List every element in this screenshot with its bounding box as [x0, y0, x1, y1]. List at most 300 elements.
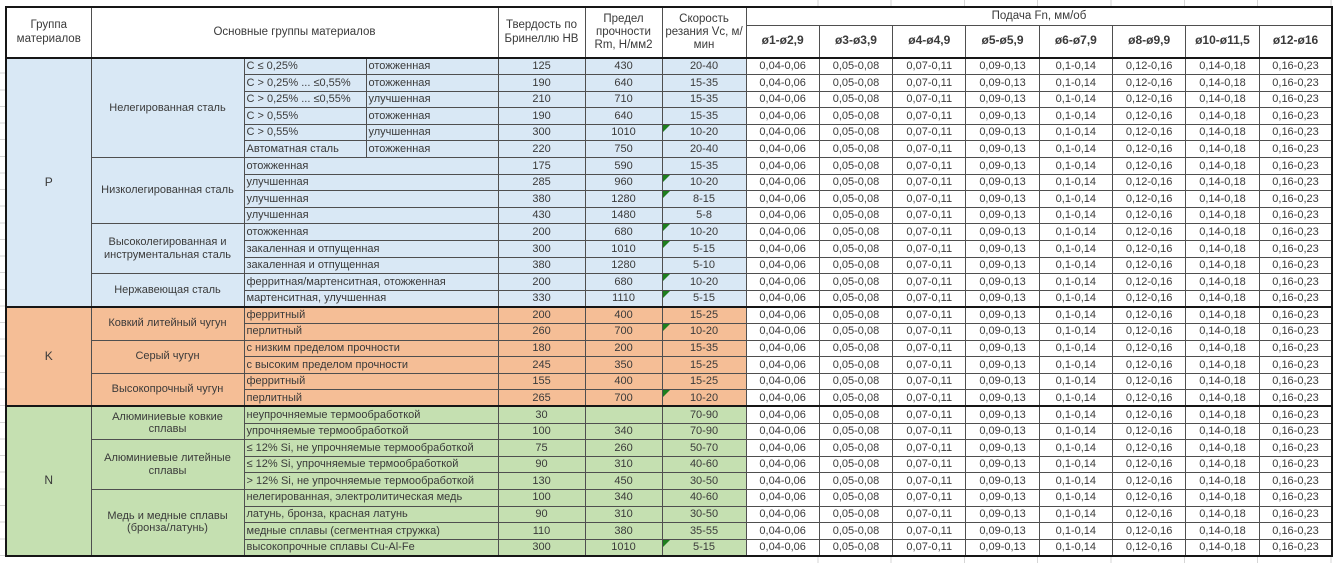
cell-hardness-hb[interactable]: 260	[498, 324, 585, 341]
header-feed-diameter[interactable]: ø3-ø3,9	[819, 25, 892, 58]
cell-hardness-hb[interactable]: 200	[498, 274, 585, 291]
cell-feed-value[interactable]: 0,07-0,11	[893, 506, 966, 523]
cell-material-description[interactable]: перлитный	[244, 324, 498, 341]
cell-feed-value[interactable]: 0,14-0,18	[1186, 390, 1259, 407]
cell-hardness-hb[interactable]: 380	[498, 257, 585, 274]
cell-feed-value[interactable]: 0,12-0,16	[1113, 456, 1186, 473]
cell-feed-value[interactable]: 0,16-0,23	[1259, 324, 1332, 341]
cell-feed-value[interactable]: 0,07-0,11	[893, 158, 966, 175]
cell-heat-state[interactable]: отожженная	[366, 141, 498, 158]
cell-feed-value[interactable]: 0,04-0,06	[746, 108, 819, 125]
cell-feed-value[interactable]: 0,07-0,11	[893, 357, 966, 374]
cell-feed-value[interactable]: 0,04-0,06	[746, 141, 819, 158]
cell-feed-value[interactable]: 0,04-0,06	[746, 539, 819, 556]
cell-feed-value[interactable]: 0,05-0,08	[819, 191, 892, 208]
cell-feed-value[interactable]: 0,1-0,14	[1039, 373, 1112, 390]
cell-feed-value[interactable]: 0,16-0,23	[1259, 191, 1332, 208]
cell-feed-value[interactable]: 0,12-0,16	[1113, 506, 1186, 523]
cell-cutting-speed-vc[interactable]: 30-50	[662, 506, 746, 523]
cell-feed-value[interactable]: 0,14-0,18	[1186, 91, 1259, 108]
cell-cutting-speed-vc[interactable]: 40-60	[662, 456, 746, 473]
cell-feed-value[interactable]: 0,05-0,08	[819, 174, 892, 191]
cell-feed-value[interactable]: 0,14-0,18	[1186, 274, 1259, 291]
cell-feed-value[interactable]: 0,04-0,06	[746, 274, 819, 291]
header-feed-diameter[interactable]: ø12-ø16	[1259, 25, 1332, 58]
cell-feed-value[interactable]: 0,04-0,06	[746, 307, 819, 324]
cell-subgroup-name[interactable]: Серый чугун	[91, 340, 244, 373]
cell-strength-rm[interactable]	[585, 406, 662, 423]
cell-feed-value[interactable]: 0,12-0,16	[1113, 108, 1186, 125]
cell-feed-value[interactable]: 0,04-0,06	[746, 506, 819, 523]
cell-feed-value[interactable]: 0,04-0,06	[746, 124, 819, 141]
cell-strength-rm[interactable]: 750	[585, 141, 662, 158]
cell-feed-value[interactable]: 0,12-0,16	[1113, 373, 1186, 390]
cell-strength-rm[interactable]: 590	[585, 158, 662, 175]
cell-material-description[interactable]: перлитный	[244, 390, 498, 407]
cell-feed-value[interactable]: 0,07-0,11	[893, 91, 966, 108]
cell-material-description[interactable]: ≤ 12% Si, упрочняемые термообработкой	[244, 456, 498, 473]
cell-subgroup-name[interactable]: Высокопрочный чугун	[91, 373, 244, 406]
cell-feed-value[interactable]: 0,16-0,23	[1259, 523, 1332, 540]
cell-hardness-hb[interactable]: 300	[498, 124, 585, 141]
cell-feed-value[interactable]: 0,09-0,13	[966, 207, 1039, 224]
cell-cutting-speed-vc[interactable]: 10-20	[662, 124, 746, 141]
cell-hardness-hb[interactable]: 220	[498, 141, 585, 158]
cell-feed-value[interactable]: 0,12-0,16	[1113, 324, 1186, 341]
cell-feed-value[interactable]: 0,07-0,11	[893, 108, 966, 125]
cell-cutting-speed-vc[interactable]: 8-15	[662, 191, 746, 208]
cell-feed-value[interactable]: 0,16-0,23	[1259, 241, 1332, 258]
cell-feed-value[interactable]: 0,14-0,18	[1186, 473, 1259, 490]
cell-feed-value[interactable]: 0,1-0,14	[1039, 406, 1112, 423]
cell-feed-value[interactable]: 0,14-0,18	[1186, 357, 1259, 374]
cell-cutting-speed-vc[interactable]: 20-40	[662, 58, 746, 75]
cell-material-description[interactable]: ферритный	[244, 373, 498, 390]
cell-subgroup-name[interactable]: Высоколегированная и инструментальная сталь	[91, 224, 244, 274]
cell-feed-value[interactable]: 0,07-0,11	[893, 224, 966, 241]
cell-hardness-hb[interactable]: 90	[498, 456, 585, 473]
cell-feed-value[interactable]: 0,07-0,11	[893, 241, 966, 258]
cell-feed-value[interactable]: 0,09-0,13	[966, 257, 1039, 274]
cell-feed-value[interactable]: 0,09-0,13	[966, 141, 1039, 158]
cell-feed-value[interactable]: 0,04-0,06	[746, 523, 819, 540]
cell-cutting-speed-vc[interactable]: 15-35	[662, 108, 746, 125]
cell-feed-value[interactable]: 0,05-0,08	[819, 108, 892, 125]
cell-group-code[interactable]: K	[6, 307, 91, 407]
cell-feed-value[interactable]: 0,09-0,13	[966, 324, 1039, 341]
cell-material-description[interactable]: отожженная	[244, 224, 498, 241]
cell-feed-value[interactable]: 0,09-0,13	[966, 456, 1039, 473]
cell-feed-value[interactable]: 0,09-0,13	[966, 473, 1039, 490]
cell-cutting-speed-vc[interactable]: 15-25	[662, 357, 746, 374]
cell-subgroup-name[interactable]: Алюминиевые ковкие сплавы	[91, 406, 244, 439]
cell-hardness-hb[interactable]: 210	[498, 91, 585, 108]
cell-hardness-hb[interactable]: 90	[498, 506, 585, 523]
cell-feed-value[interactable]: 0,14-0,18	[1186, 241, 1259, 258]
cell-feed-value[interactable]: 0,14-0,18	[1186, 224, 1259, 241]
cell-feed-value[interactable]: 0,05-0,08	[819, 324, 892, 341]
cell-feed-value[interactable]: 0,07-0,11	[893, 290, 966, 307]
cell-hardness-hb[interactable]: 125	[498, 58, 585, 75]
cell-feed-value[interactable]: 0,09-0,13	[966, 489, 1039, 506]
cell-hardness-hb[interactable]: 245	[498, 357, 585, 374]
cell-composition[interactable]: C > 0,55%	[244, 108, 366, 125]
cell-heat-state[interactable]: отожженная	[366, 58, 498, 75]
cell-feed-value[interactable]: 0,1-0,14	[1039, 75, 1112, 92]
cell-feed-value[interactable]: 0,12-0,16	[1113, 423, 1186, 440]
cell-hardness-hb[interactable]: 265	[498, 390, 585, 407]
cell-feed-value[interactable]: 0,04-0,06	[746, 290, 819, 307]
cell-feed-value[interactable]: 0,05-0,08	[819, 274, 892, 291]
cell-feed-value[interactable]: 0,16-0,23	[1259, 75, 1332, 92]
cell-hardness-hb[interactable]: 200	[498, 307, 585, 324]
header-main-groups[interactable]: Основные группы материалов	[91, 7, 498, 58]
header-hardness-hb[interactable]: Твердость по Бринеллю HB	[498, 7, 585, 58]
cell-material-description[interactable]: улучшенная	[244, 191, 498, 208]
cell-feed-value[interactable]: 0,09-0,13	[966, 124, 1039, 141]
cell-feed-value[interactable]: 0,05-0,08	[819, 340, 892, 357]
cell-feed-value[interactable]: 0,05-0,08	[819, 91, 892, 108]
cell-feed-value[interactable]: 0,16-0,23	[1259, 440, 1332, 457]
cell-feed-value[interactable]: 0,09-0,13	[966, 191, 1039, 208]
cell-strength-rm[interactable]: 310	[585, 506, 662, 523]
cell-feed-value[interactable]: 0,05-0,08	[819, 75, 892, 92]
cell-strength-rm[interactable]: 200	[585, 340, 662, 357]
cell-hardness-hb[interactable]: 380	[498, 191, 585, 208]
cell-feed-value[interactable]: 0,16-0,23	[1259, 158, 1332, 175]
cell-feed-value[interactable]: 0,05-0,08	[819, 290, 892, 307]
cell-hardness-hb[interactable]: 285	[498, 174, 585, 191]
cell-composition[interactable]: C > 0,25% ... ≤0,55%	[244, 91, 366, 108]
cell-feed-value[interactable]: 0,1-0,14	[1039, 124, 1112, 141]
cell-composition[interactable]: C > 0,25% ... ≤0,55%	[244, 75, 366, 92]
cell-feed-value[interactable]: 0,14-0,18	[1186, 290, 1259, 307]
cell-feed-value[interactable]: 0,14-0,18	[1186, 191, 1259, 208]
cell-hardness-hb[interactable]: 100	[498, 489, 585, 506]
cell-feed-value[interactable]: 0,04-0,06	[746, 58, 819, 75]
cell-feed-value[interactable]: 0,14-0,18	[1186, 207, 1259, 224]
cell-strength-rm[interactable]: 450	[585, 473, 662, 490]
cell-strength-rm[interactable]: 400	[585, 373, 662, 390]
cell-heat-state[interactable]: отожженная	[366, 75, 498, 92]
cell-feed-value[interactable]: 0,14-0,18	[1186, 108, 1259, 125]
cell-feed-value[interactable]: 0,1-0,14	[1039, 241, 1112, 258]
cell-strength-rm[interactable]: 1010	[585, 539, 662, 556]
cell-feed-value[interactable]: 0,07-0,11	[893, 58, 966, 75]
cell-hardness-hb[interactable]: 155	[498, 373, 585, 390]
cell-feed-value[interactable]: 0,14-0,18	[1186, 440, 1259, 457]
cell-feed-value[interactable]: 0,05-0,08	[819, 158, 892, 175]
cell-strength-rm[interactable]: 400	[585, 307, 662, 324]
cell-material-description[interactable]: ферритная/мартенситная, отожженная	[244, 274, 498, 291]
cell-feed-value[interactable]: 0,04-0,06	[746, 456, 819, 473]
cell-material-description[interactable]: с высоким пределом прочности	[244, 357, 498, 374]
cell-feed-value[interactable]: 0,05-0,08	[819, 58, 892, 75]
cell-feed-value[interactable]: 0,14-0,18	[1186, 257, 1259, 274]
cell-feed-value[interactable]: 0,16-0,23	[1259, 174, 1332, 191]
cell-feed-value[interactable]: 0,09-0,13	[966, 58, 1039, 75]
cell-feed-value[interactable]: 0,09-0,13	[966, 440, 1039, 457]
cell-strength-rm[interactable]: 1010	[585, 241, 662, 258]
cell-feed-value[interactable]: 0,14-0,18	[1186, 489, 1259, 506]
cell-feed-value[interactable]: 0,07-0,11	[893, 274, 966, 291]
cell-cutting-speed-vc[interactable]: 10-20	[662, 174, 746, 191]
cell-feed-value[interactable]: 0,07-0,11	[893, 324, 966, 341]
cell-feed-value[interactable]: 0,05-0,08	[819, 257, 892, 274]
cell-feed-value[interactable]: 0,09-0,13	[966, 307, 1039, 324]
cell-strength-rm[interactable]: 430	[585, 58, 662, 75]
cell-feed-value[interactable]: 0,1-0,14	[1039, 539, 1112, 556]
cell-cutting-speed-vc[interactable]: 10-20	[662, 324, 746, 341]
cell-feed-value[interactable]: 0,04-0,06	[746, 373, 819, 390]
cell-hardness-hb[interactable]: 130	[498, 473, 585, 490]
cell-feed-value[interactable]: 0,12-0,16	[1113, 523, 1186, 540]
cell-cutting-speed-vc[interactable]: 70-90	[662, 423, 746, 440]
cell-feed-value[interactable]: 0,12-0,16	[1113, 307, 1186, 324]
cell-feed-value[interactable]: 0,05-0,08	[819, 124, 892, 141]
cell-strength-rm[interactable]: 680	[585, 224, 662, 241]
cell-feed-value[interactable]: 0,1-0,14	[1039, 324, 1112, 341]
cell-subgroup-name[interactable]: Нержавеющая сталь	[91, 274, 244, 307]
cell-heat-state[interactable]: отожженная	[366, 108, 498, 125]
cell-feed-value[interactable]: 0,07-0,11	[893, 523, 966, 540]
cell-feed-value[interactable]: 0,04-0,06	[746, 75, 819, 92]
cell-feed-value[interactable]: 0,12-0,16	[1113, 290, 1186, 307]
cell-feed-value[interactable]: 0,1-0,14	[1039, 357, 1112, 374]
header-cutting-speed-vc[interactable]: Скорость резания Vc, м/мин	[662, 7, 746, 58]
cell-material-description[interactable]: улучшенная	[244, 174, 498, 191]
cell-feed-value[interactable]: 0,09-0,13	[966, 423, 1039, 440]
cell-material-description[interactable]: > 12% Si, не упрочняемые термообработкой	[244, 473, 498, 490]
cell-material-description[interactable]: упрочняемые термообработкой	[244, 423, 498, 440]
cell-feed-value[interactable]: 0,16-0,23	[1259, 357, 1332, 374]
cell-material-description[interactable]: отожженная	[244, 158, 498, 175]
cell-feed-value[interactable]: 0,16-0,23	[1259, 290, 1332, 307]
cell-feed-value[interactable]: 0,16-0,23	[1259, 473, 1332, 490]
cell-feed-value[interactable]: 0,12-0,16	[1113, 406, 1186, 423]
header-feed-diameter[interactable]: ø1-ø2,9	[746, 25, 819, 58]
cell-cutting-speed-vc[interactable]: 15-25	[662, 307, 746, 324]
cell-feed-value[interactable]: 0,07-0,11	[893, 440, 966, 457]
cell-feed-value[interactable]: 0,04-0,06	[746, 390, 819, 407]
cell-hardness-hb[interactable]: 180	[498, 340, 585, 357]
cell-feed-value[interactable]: 0,1-0,14	[1039, 141, 1112, 158]
cell-cutting-speed-vc[interactable]: 5-8	[662, 207, 746, 224]
cell-strength-rm[interactable]: 1110	[585, 290, 662, 307]
cell-feed-value[interactable]: 0,12-0,16	[1113, 274, 1186, 291]
cell-cutting-speed-vc[interactable]: 15-35	[662, 340, 746, 357]
cell-composition[interactable]: C > 0,55%	[244, 124, 366, 141]
cell-feed-value[interactable]: 0,12-0,16	[1113, 191, 1186, 208]
cell-feed-value[interactable]: 0,16-0,23	[1259, 274, 1332, 291]
cell-feed-value[interactable]: 0,16-0,23	[1259, 307, 1332, 324]
cell-feed-value[interactable]: 0,07-0,11	[893, 539, 966, 556]
cell-feed-value[interactable]: 0,05-0,08	[819, 506, 892, 523]
cell-feed-value[interactable]: 0,14-0,18	[1186, 158, 1259, 175]
cell-subgroup-name[interactable]: Низколегированная сталь	[91, 158, 244, 224]
cell-material-description[interactable]: латунь, бронза, красная латунь	[244, 506, 498, 523]
cell-cutting-speed-vc[interactable]: 50-70	[662, 440, 746, 457]
cell-group-code[interactable]: P	[6, 58, 91, 307]
cell-feed-value[interactable]: 0,16-0,23	[1259, 91, 1332, 108]
cell-feed-value[interactable]: 0,14-0,18	[1186, 456, 1259, 473]
cell-feed-value[interactable]: 0,16-0,23	[1259, 124, 1332, 141]
cell-hardness-hb[interactable]: 110	[498, 523, 585, 540]
cell-feed-value[interactable]: 0,07-0,11	[893, 191, 966, 208]
cell-feed-value[interactable]: 0,1-0,14	[1039, 191, 1112, 208]
cell-strength-rm[interactable]: 960	[585, 174, 662, 191]
cell-feed-value[interactable]: 0,04-0,06	[746, 440, 819, 457]
cell-feed-value[interactable]: 0,09-0,13	[966, 241, 1039, 258]
cell-composition[interactable]: C ≤ 0,25%	[244, 58, 366, 75]
cell-feed-value[interactable]: 0,12-0,16	[1113, 141, 1186, 158]
header-material-group[interactable]: Группа материалов	[6, 7, 91, 58]
cell-material-description[interactable]: закаленная и отпущенная	[244, 241, 498, 258]
cell-feed-value[interactable]: 0,1-0,14	[1039, 274, 1112, 291]
cell-feed-value[interactable]: 0,07-0,11	[893, 473, 966, 490]
cell-cutting-speed-vc[interactable]: 5-15	[662, 241, 746, 258]
cell-material-description[interactable]: ферритный	[244, 307, 498, 324]
cell-feed-value[interactable]: 0,09-0,13	[966, 91, 1039, 108]
cell-cutting-speed-vc[interactable]: 15-35	[662, 158, 746, 175]
cell-feed-value[interactable]: 0,12-0,16	[1113, 473, 1186, 490]
cell-heat-state[interactable]: улучшенная	[366, 124, 498, 141]
cell-strength-rm[interactable]: 340	[585, 489, 662, 506]
cell-feed-value[interactable]: 0,14-0,18	[1186, 406, 1259, 423]
cell-feed-value[interactable]: 0,14-0,18	[1186, 506, 1259, 523]
cell-feed-value[interactable]: 0,16-0,23	[1259, 224, 1332, 241]
header-feed-diameter[interactable]: ø8-ø9,9	[1113, 25, 1186, 58]
cell-cutting-speed-vc[interactable]: 15-35	[662, 75, 746, 92]
cell-cutting-speed-vc[interactable]: 30-50	[662, 473, 746, 490]
cell-feed-value[interactable]: 0,09-0,13	[966, 290, 1039, 307]
header-feed-diameter[interactable]: ø5-ø5,9	[966, 25, 1039, 58]
cell-hardness-hb[interactable]: 300	[498, 241, 585, 258]
cell-feed-value[interactable]: 0,14-0,18	[1186, 75, 1259, 92]
cell-strength-rm[interactable]: 350	[585, 357, 662, 374]
cell-subgroup-name[interactable]: Медь и медные сплавы (бронза/латунь)	[91, 489, 244, 555]
cell-feed-value[interactable]: 0,09-0,13	[966, 406, 1039, 423]
cell-cutting-speed-vc[interactable]: 15-35	[662, 91, 746, 108]
cell-feed-value[interactable]: 0,12-0,16	[1113, 158, 1186, 175]
cell-feed-value[interactable]: 0,14-0,18	[1186, 539, 1259, 556]
cell-feed-value[interactable]: 0,07-0,11	[893, 373, 966, 390]
cell-feed-value[interactable]: 0,16-0,23	[1259, 390, 1332, 407]
cell-strength-rm[interactable]: 1480	[585, 207, 662, 224]
cell-feed-value[interactable]: 0,16-0,23	[1259, 506, 1332, 523]
cell-feed-value[interactable]: 0,16-0,23	[1259, 423, 1332, 440]
cell-feed-value[interactable]: 0,1-0,14	[1039, 489, 1112, 506]
cell-feed-value[interactable]: 0,04-0,06	[746, 357, 819, 374]
cell-feed-value[interactable]: 0,04-0,06	[746, 489, 819, 506]
cell-strength-rm[interactable]: 310	[585, 456, 662, 473]
cell-cutting-speed-vc[interactable]: 40-60	[662, 489, 746, 506]
cell-material-description[interactable]: медные сплавы (сегментная стружка)	[244, 523, 498, 540]
cell-material-description[interactable]: с низким пределом прочности	[244, 340, 498, 357]
cell-feed-value[interactable]: 0,14-0,18	[1186, 141, 1259, 158]
cell-feed-value[interactable]: 0,07-0,11	[893, 207, 966, 224]
cell-feed-value[interactable]: 0,05-0,08	[819, 390, 892, 407]
cell-strength-rm[interactable]: 640	[585, 108, 662, 125]
cell-feed-value[interactable]: 0,05-0,08	[819, 423, 892, 440]
cell-subgroup-name[interactable]: Нелегированная сталь	[91, 58, 244, 158]
cell-cutting-speed-vc[interactable]: 10-20	[662, 224, 746, 241]
cell-feed-value[interactable]: 0,12-0,16	[1113, 390, 1186, 407]
cell-feed-value[interactable]: 0,1-0,14	[1039, 307, 1112, 324]
cell-feed-value[interactable]: 0,07-0,11	[893, 423, 966, 440]
cell-feed-value[interactable]: 0,1-0,14	[1039, 290, 1112, 307]
cell-feed-value[interactable]: 0,05-0,08	[819, 141, 892, 158]
cell-feed-value[interactable]: 0,16-0,23	[1259, 141, 1332, 158]
cell-feed-value[interactable]: 0,12-0,16	[1113, 357, 1186, 374]
cell-hardness-hb[interactable]: 200	[498, 224, 585, 241]
cell-feed-value[interactable]: 0,04-0,06	[746, 473, 819, 490]
cell-feed-value[interactable]: 0,09-0,13	[966, 506, 1039, 523]
cell-cutting-speed-vc[interactable]: 10-20	[662, 390, 746, 407]
cell-cutting-speed-vc[interactable]: 70-90	[662, 406, 746, 423]
header-feed-title[interactable]: Подача Fn, мм/об	[746, 7, 1332, 25]
cell-strength-rm[interactable]: 700	[585, 324, 662, 341]
cell-feed-value[interactable]: 0,1-0,14	[1039, 174, 1112, 191]
cell-feed-value[interactable]: 0,12-0,16	[1113, 91, 1186, 108]
cell-hardness-hb[interactable]: 175	[498, 158, 585, 175]
cell-hardness-hb[interactable]: 30	[498, 406, 585, 423]
cell-feed-value[interactable]: 0,1-0,14	[1039, 390, 1112, 407]
cell-feed-value[interactable]: 0,09-0,13	[966, 390, 1039, 407]
cell-cutting-speed-vc[interactable]: 5-10	[662, 257, 746, 274]
cell-feed-value[interactable]: 0,12-0,16	[1113, 489, 1186, 506]
cell-feed-value[interactable]: 0,05-0,08	[819, 406, 892, 423]
cell-material-description[interactable]: мартенситная, улучшенная	[244, 290, 498, 307]
cell-feed-value[interactable]: 0,04-0,06	[746, 91, 819, 108]
cell-feed-value[interactable]: 0,07-0,11	[893, 307, 966, 324]
cell-feed-value[interactable]: 0,1-0,14	[1039, 506, 1112, 523]
cell-feed-value[interactable]: 0,04-0,06	[746, 406, 819, 423]
cell-feed-value[interactable]: 0,12-0,16	[1113, 124, 1186, 141]
cell-feed-value[interactable]: 0,12-0,16	[1113, 174, 1186, 191]
cell-feed-value[interactable]: 0,16-0,23	[1259, 58, 1332, 75]
cell-hardness-hb[interactable]: 330	[498, 290, 585, 307]
cell-heat-state[interactable]: улучшенная	[366, 91, 498, 108]
cell-feed-value[interactable]: 0,14-0,18	[1186, 373, 1259, 390]
cell-feed-value[interactable]: 0,1-0,14	[1039, 523, 1112, 540]
cell-feed-value[interactable]: 0,04-0,06	[746, 340, 819, 357]
cell-feed-value[interactable]: 0,05-0,08	[819, 523, 892, 540]
cell-feed-value[interactable]: 0,1-0,14	[1039, 224, 1112, 241]
cell-feed-value[interactable]: 0,12-0,16	[1113, 539, 1186, 556]
cell-feed-value[interactable]: 0,09-0,13	[966, 158, 1039, 175]
cell-strength-rm[interactable]: 1010	[585, 124, 662, 141]
cell-feed-value[interactable]: 0,12-0,16	[1113, 257, 1186, 274]
cell-feed-value[interactable]: 0,16-0,23	[1259, 207, 1332, 224]
header-strength-rm[interactable]: Предел прочности Rm, Н/мм2	[585, 7, 662, 58]
cell-material-description[interactable]: неупрочняемые термообработкой	[244, 406, 498, 423]
cell-feed-value[interactable]: 0,1-0,14	[1039, 456, 1112, 473]
cell-feed-value[interactable]: 0,12-0,16	[1113, 340, 1186, 357]
cell-feed-value[interactable]: 0,1-0,14	[1039, 257, 1112, 274]
cell-strength-rm[interactable]: 1280	[585, 191, 662, 208]
cell-feed-value[interactable]: 0,05-0,08	[819, 224, 892, 241]
cell-strength-rm[interactable]: 380	[585, 523, 662, 540]
cell-hardness-hb[interactable]: 190	[498, 75, 585, 92]
cell-feed-value[interactable]: 0,16-0,23	[1259, 340, 1332, 357]
cell-strength-rm[interactable]: 640	[585, 75, 662, 92]
cell-feed-value[interactable]: 0,1-0,14	[1039, 158, 1112, 175]
cell-cutting-speed-vc[interactable]: 35-55	[662, 523, 746, 540]
cell-feed-value[interactable]: 0,16-0,23	[1259, 539, 1332, 556]
cell-group-code[interactable]: N	[6, 406, 91, 555]
cell-feed-value[interactable]: 0,16-0,23	[1259, 406, 1332, 423]
